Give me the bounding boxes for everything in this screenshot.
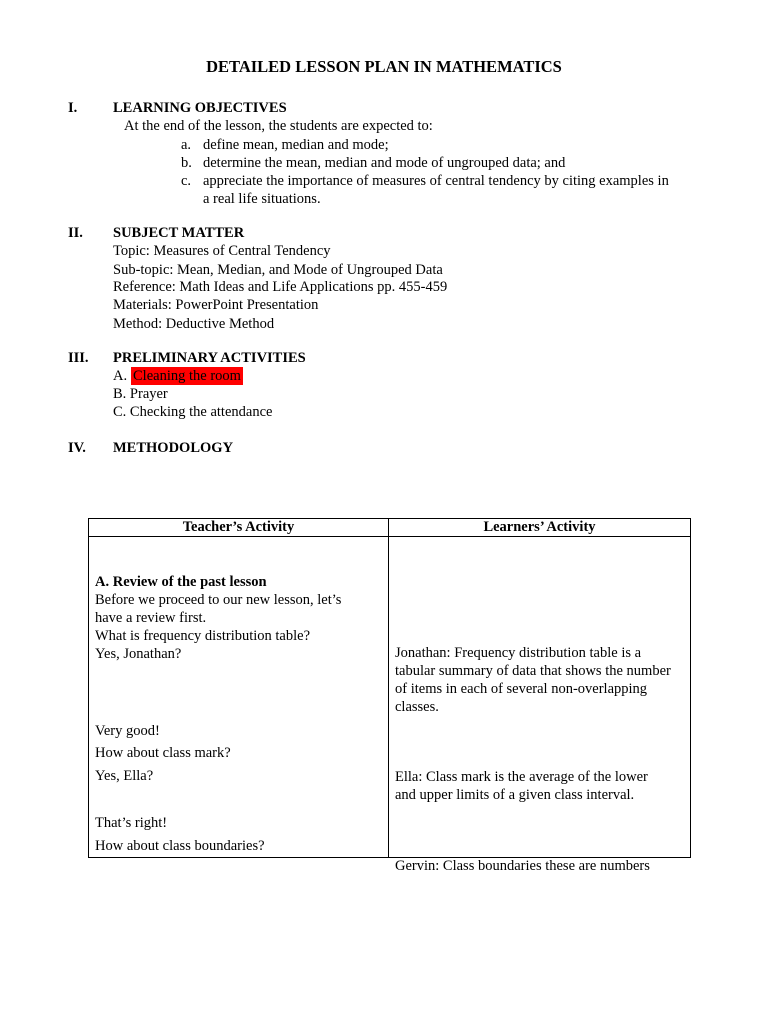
section-2-number: II. bbox=[68, 225, 83, 241]
learners-activity-header: Learners’ Activity bbox=[389, 519, 691, 537]
subject-topic: Topic: Measures of Central Tendency bbox=[113, 243, 331, 259]
objective-item: determine the mean, median and mode of ungrouped data; and bbox=[203, 155, 566, 171]
review-subheading: A. Review of the past lesson bbox=[95, 574, 267, 590]
table-header-row bbox=[89, 519, 691, 537]
objective-letter: b. bbox=[181, 155, 192, 171]
section-1-heading: LEARNING OBJECTIVES bbox=[113, 100, 287, 116]
preliminary-a-highlighted: Cleaning the room bbox=[133, 368, 241, 384]
preliminary-a-letter: A. bbox=[113, 368, 128, 384]
learner-line: and upper limits of a given class interval. bbox=[395, 787, 635, 803]
section-4-heading: METHODOLOGY bbox=[113, 440, 234, 456]
objectives-intro: At the end of the lesson, the students are expected to: bbox=[124, 118, 433, 134]
subject-method: Method: Deductive Method bbox=[113, 316, 275, 332]
teacher-line: How about class boundaries? bbox=[95, 838, 265, 854]
teacher-line: How about class mark? bbox=[95, 745, 231, 761]
teacher-activity-cell bbox=[89, 537, 389, 858]
objective-item: define mean, median and mode; bbox=[203, 137, 389, 153]
teacher-line: That’s right! bbox=[95, 815, 168, 831]
subject-materials: Materials: PowerPoint Presentation bbox=[113, 297, 319, 313]
preliminary-b: B. Prayer bbox=[113, 386, 168, 402]
document-title: DETAILED LESSON PLAN IN MATHEMATICS bbox=[206, 57, 562, 76]
activity-table bbox=[88, 518, 691, 874]
section-2-heading: SUBJECT MATTER bbox=[113, 225, 245, 241]
subject-reference: Reference: Math Ideas and Life Applications pp. 455-459 bbox=[113, 279, 448, 295]
table-row bbox=[89, 537, 691, 858]
section-1-number: I. bbox=[68, 100, 78, 116]
teacher-line: What is frequency distribution table? bbox=[95, 628, 311, 644]
teacher-line: have a review first. bbox=[95, 610, 207, 626]
section-3-number: III. bbox=[68, 350, 89, 366]
teacher-line: Yes, Ella? bbox=[95, 768, 154, 784]
objective-item-continuation: a real life situations. bbox=[203, 191, 321, 207]
learner-line: tabular summary of data that shows the number bbox=[395, 663, 671, 679]
objective-letter: a. bbox=[181, 137, 192, 153]
objective-item: appreciate the importance of measures of central tendency by citing examples in bbox=[203, 173, 669, 189]
learner-line: Gervin: Class boundaries these are numbers bbox=[395, 858, 650, 874]
learner-line: Ella: Class mark is the average of the lower bbox=[395, 769, 648, 785]
preliminary-c: C. Checking the attendance bbox=[113, 404, 273, 420]
subject-subtopic: Sub-topic: Mean, Median, and Mode of Ungrouped Data bbox=[113, 262, 443, 278]
learner-line: of items in each of several non-overlapping bbox=[395, 681, 648, 697]
section-4-number: IV. bbox=[68, 440, 86, 456]
teacher-line: Very good! bbox=[95, 723, 160, 739]
learner-line: classes. bbox=[395, 699, 439, 715]
objective-letter: c. bbox=[181, 173, 192, 189]
learners-activity-cell bbox=[389, 537, 691, 874]
teacher-activity-header: Teacher’s Activity bbox=[89, 519, 389, 537]
teacher-line: Yes, Jonathan? bbox=[95, 646, 182, 662]
teacher-line: Before we proceed to our new lesson, let’s bbox=[95, 592, 342, 608]
section-3-heading: PRELIMINARY ACTIVITIES bbox=[113, 350, 306, 366]
learner-line: Jonathan: Frequency distribution table is a bbox=[395, 645, 642, 661]
